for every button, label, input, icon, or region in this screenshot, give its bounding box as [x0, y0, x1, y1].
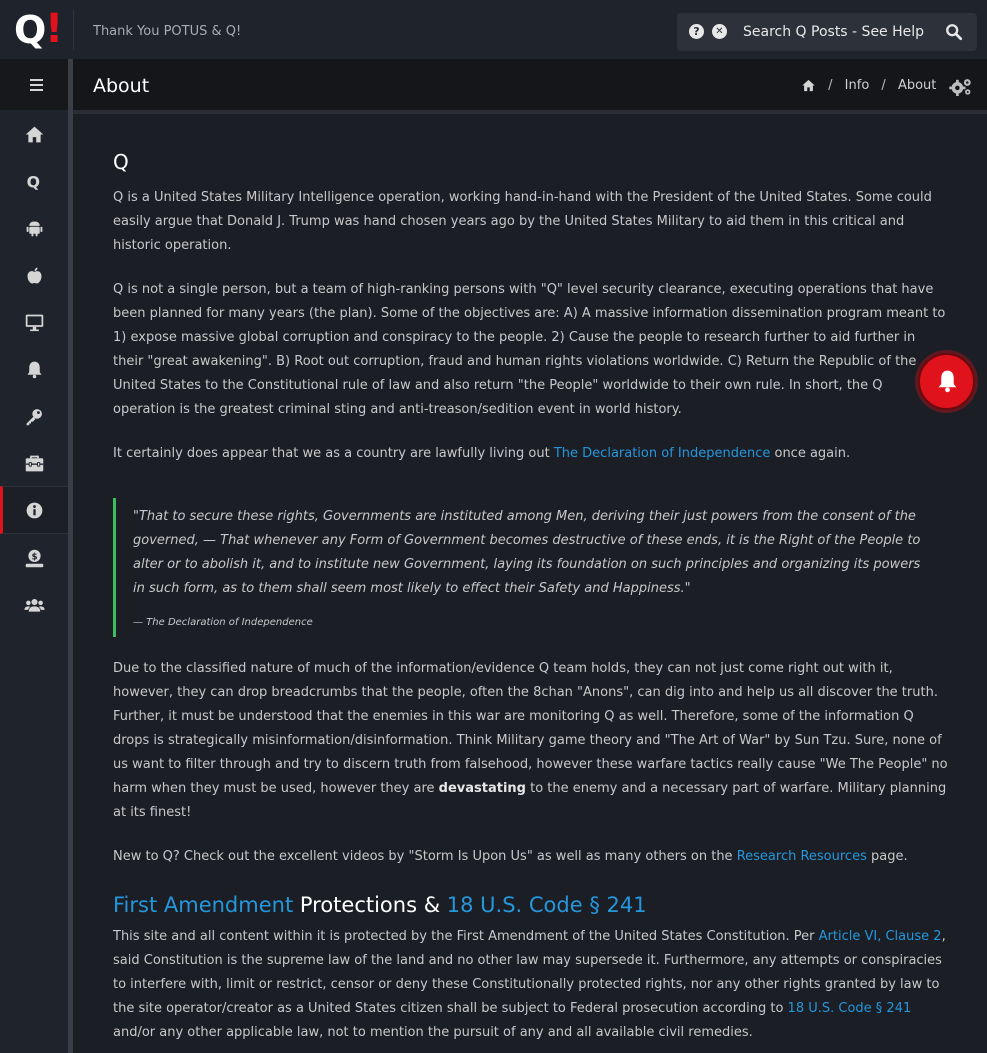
search-input[interactable]: [743, 21, 929, 43]
svg-text:Q: Q: [26, 172, 41, 192]
text: This site and all content within it is protected by the First Amendment of the United States Constitution. Per: [113, 929, 819, 944]
sidebar: [0, 59, 68, 1053]
breadcrumb-separator: /: [881, 78, 886, 93]
header-divider: [73, 110, 987, 114]
first-amendment-link[interactable]: First Amendment: [113, 893, 294, 917]
key-icon: [24, 406, 45, 427]
notification-bell-button[interactable]: [918, 353, 975, 410]
text: New to Q? Check out the excellent videos by "Storm Is Upon Us" as well as many others on the: [113, 849, 737, 864]
declaration-link[interactable]: The Declaration of Independence: [553, 446, 771, 461]
breadcrumb-item-info[interactable]: Info: [844, 78, 870, 93]
site-tagline: Thank You POTUS & Q!: [93, 24, 242, 39]
paragraph-declaration: [113, 442, 949, 466]
us-code-inline-link[interactable]: 18 U.S. Code § 241: [787, 1001, 912, 1016]
sidebar-item-users[interactable]: [0, 582, 68, 629]
bars-icon-line: [30, 84, 43, 86]
text: and/or any other applicable law, not to mention the pursuit of any and all available civil remedies.: [113, 1025, 753, 1040]
cogs-icon[interactable]: [949, 78, 973, 96]
us-code-link[interactable]: 18 U.S. Code § 241: [446, 893, 647, 917]
q-icon: [24, 171, 45, 192]
paragraph-protections: [113, 925, 949, 1045]
bell-icon: [935, 368, 960, 394]
research-resources-link[interactable]: Research Resources: [736, 849, 867, 864]
sidebar-item-key[interactable]: [0, 393, 68, 440]
declaration-quote: [113, 498, 923, 637]
times-circle-icon[interactable]: ✕: [712, 24, 727, 39]
desktop-icon: [24, 312, 45, 333]
logo-mark: !: [45, 6, 64, 52]
toolbox-icon: [24, 453, 45, 474]
home-icon: [24, 124, 45, 145]
sidebar-divider: [68, 59, 73, 1053]
home-icon[interactable]: [801, 78, 816, 93]
apple-icon: [24, 265, 45, 286]
logo-letter: Q: [14, 8, 45, 52]
text: , said Constitution is the supreme law of the land and no other law may supersede it. Furthermore, any attempts or conspiracies to interfere with, limit or restrict, censor or deny these Constitutionally protected rights, nor any other rights granted by law to the site operator/creator as a United States citizen shall be subject to Federal prosecution according to: [113, 929, 946, 1016]
sidebar-item-toolbox[interactable]: [0, 440, 68, 487]
breadcrumb: [801, 78, 936, 93]
text: It certainly does appear that we as a country are lawfully living out: [113, 446, 554, 461]
android-icon: [24, 218, 45, 239]
site-logo[interactable]: [14, 6, 64, 52]
sidebar-item-q[interactable]: [0, 158, 68, 205]
sidebar-item-home[interactable]: [0, 111, 68, 158]
page-title: About: [93, 75, 150, 97]
sidebar-item-notifications[interactable]: [0, 346, 68, 393]
sidebar-item-apple[interactable]: [0, 252, 68, 299]
info-circle-icon: [24, 500, 45, 521]
svg-text:$: $: [31, 552, 38, 563]
search-icon[interactable]: [945, 23, 963, 41]
emphasis-text: devastating: [438, 781, 526, 796]
text: to the enemy and a necessary part of warfare. Military planning at its finest!: [113, 781, 947, 820]
article-vi-link[interactable]: Article VI, Clause 2: [818, 929, 942, 944]
quote-citation: — The Declaration of Independence: [133, 617, 313, 628]
sidebar-item-desktop[interactable]: [0, 299, 68, 346]
paragraph-breadcrumbs: [113, 657, 949, 825]
paragraph-team: Q is not a single person, but a team of high-ranking persons with "Q" level security clearance, executing operations that have been planned for many years (the plan). Some of the objectives are: A) A massive information dissemination program meant to 1) expose massive global corruption and conspiracy to the people. 2) Cause the people to research further to aid further in their "great awakening". B) Root out corruption, fraud and human rights violations worldwide. C) Return the Republic of the United States to the Constitutional rule of law and also return "the People" worldwide to their own rule. In short, the Q operation is the greatest criminal sting and anti-treason/sedition event in world history.: [113, 282, 946, 417]
main-content: [113, 150, 949, 1053]
donate-icon: [24, 548, 45, 569]
page-header: [73, 59, 987, 110]
sidebar-item-android[interactable]: [0, 205, 68, 252]
breadcrumb-item-about: About: [897, 78, 937, 93]
section-heading-q: Q: [113, 150, 129, 174]
users-icon: [24, 595, 45, 616]
top-bar: [0, 0, 987, 59]
quote-text: "That to secure these rights, Governments are instituted among Men, deriving their just powers from the consent of the governed, — That whenever any Form of Government becomes destructive of these ends, it is the Right of the People to alter or to abolish it, and to institute new Government, laying its foundation on such principles and organizing its powers in such form, as to them shall seem most likely to effect their Safety and Happiness.": [133, 509, 921, 596]
bell-icon: [24, 359, 45, 380]
text: once again.: [770, 446, 851, 461]
search-box: [677, 13, 977, 51]
section-heading-protections: [113, 889, 949, 921]
text: Due to the classified nature of much of the information/evidence Q team holds, they can not just come right out with it, however, they can drop breadcrumbs that the people, often the 8chan "Anons", can dig into and help us all discover the truth. Further, it must be understood that the enemies in this war are monitoring Q as well. Therefore, some of the information Q drops is strategically misinformation/disinformation. Think Military game theory and "The Art of War" by Sun Tzu. Sure, none of us want to filter through and try to discern truth from falsehood, however these warfare tactics really cause "We The People" no harm when they must be used, however they are: [113, 661, 948, 796]
paragraph-intro: Q is a United States Military Intelligence operation, working hand-in-hand with the President of the United States. Some could easily argue that Donald J. Trump was hand chosen years ago by the United States Military to aid them in this critical and historic operation.: [113, 190, 932, 253]
sidebar-item-info[interactable]: [0, 486, 68, 534]
logo-divider: [73, 10, 74, 50]
text: page.: [866, 849, 908, 864]
bars-icon-line: [30, 89, 43, 91]
heading-text: Protections &: [293, 893, 447, 917]
bars-icon: [30, 79, 43, 81]
breadcrumb-separator: /: [828, 78, 833, 93]
sidebar-toggle-button[interactable]: [0, 59, 68, 110]
question-circle-icon[interactable]: ?: [689, 24, 704, 39]
paragraph-new-to-q: [113, 845, 949, 869]
sidebar-item-donate[interactable]: [0, 535, 68, 582]
